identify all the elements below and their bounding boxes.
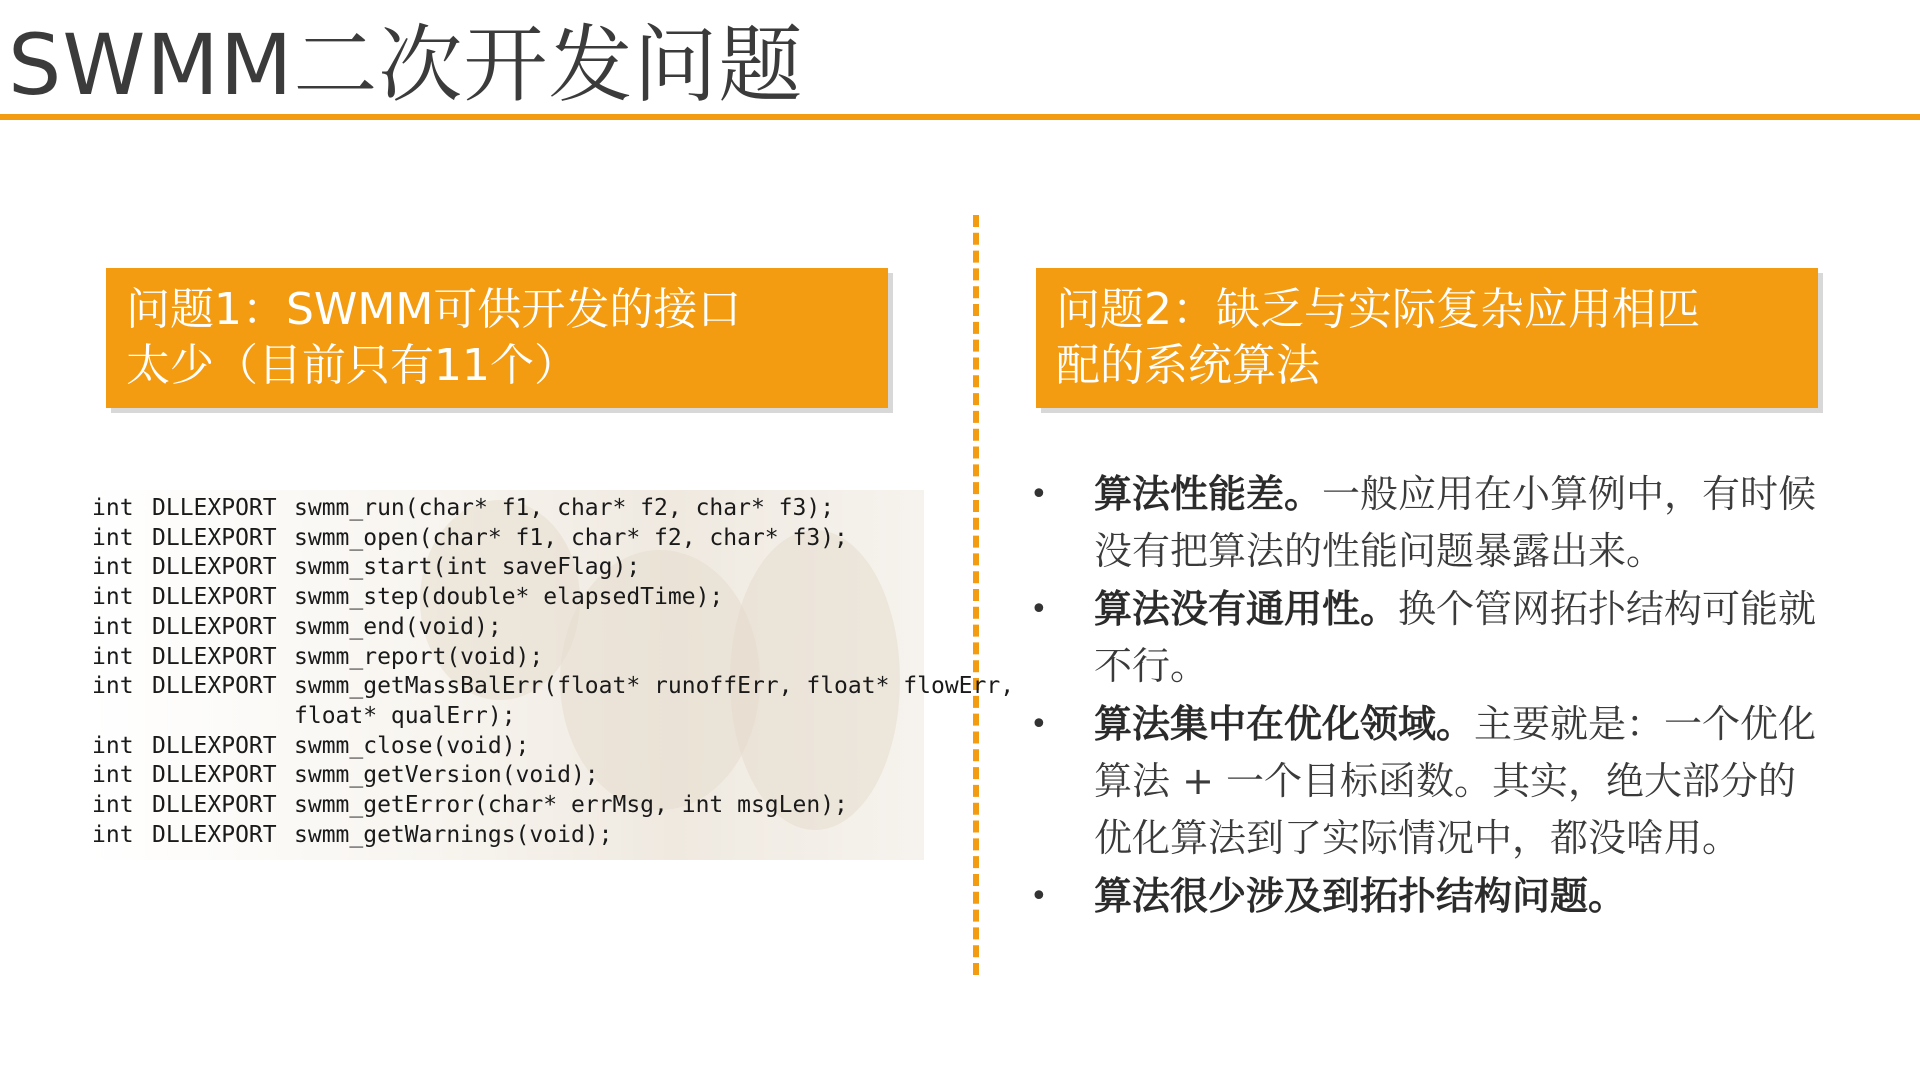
code-type: int xyxy=(92,673,134,700)
code-macro: DLLEXPORT xyxy=(152,762,277,789)
code-macro: DLLEXPORT xyxy=(152,821,277,848)
bullet-rest-text: 主要就是：一个优化算法 + 一个目标函数。其实，绝大部分的优化算法到了实际情况中，都没啥用。 xyxy=(1094,702,1817,860)
bullet-strong-text: 算法性能差。 xyxy=(1094,472,1323,516)
code-line xyxy=(92,494,1014,524)
issue2-header xyxy=(1036,268,1818,408)
issue1-line2: 太少（目前只有11个） xyxy=(126,340,578,391)
issue1-header xyxy=(106,268,888,408)
code-signature: swmm_getVersion(void); xyxy=(294,762,599,789)
api-code-panel xyxy=(90,490,1015,860)
code-line xyxy=(92,702,1014,732)
code-type xyxy=(92,702,152,732)
code-type: int xyxy=(92,732,134,759)
code-macro: DLLEXPORT xyxy=(152,792,277,819)
code-line xyxy=(92,821,1014,851)
bullet-item xyxy=(1030,696,1830,867)
code-signature: swmm_getWarnings(void); xyxy=(294,821,613,848)
code-macro: DLLEXPORT xyxy=(152,613,277,640)
code-line xyxy=(92,524,1014,554)
code-signature: swmm_open(char* f1, char* f2, char* f3); xyxy=(294,524,848,551)
code-line xyxy=(92,613,1014,643)
code-macro: DLLEXPORT xyxy=(152,495,277,521)
issue2-line2: 配的系统算法 xyxy=(1056,340,1320,391)
code-signature: swmm_report(void); xyxy=(294,643,544,670)
code-macro: DLLEXPORT xyxy=(152,673,277,700)
issue1-label: 问题1：SWMM可供开发的接口 xyxy=(126,284,742,335)
code-signature: swmm_step(double* elapsedTime); xyxy=(294,584,724,611)
code-type: int xyxy=(92,613,134,640)
code-line xyxy=(92,643,1014,673)
page-title: SWMM二次开发问题 xyxy=(8,16,804,114)
code-signature: swmm_close(void); xyxy=(294,732,530,759)
bullet-strong-text: 算法没有通用性。 xyxy=(1094,587,1399,631)
code-line xyxy=(92,732,1014,762)
code-macro: DLLEXPORT xyxy=(152,524,277,551)
code-signature: swmm_start(int saveFlag); xyxy=(294,554,641,581)
issue2-bullet-list xyxy=(1030,466,1830,926)
code-type: int xyxy=(92,554,134,581)
code-type: int xyxy=(92,495,134,521)
code-listing xyxy=(92,494,1014,850)
code-line xyxy=(92,553,1014,583)
code-signature: swmm_end(void); xyxy=(294,613,502,640)
code-macro: DLLEXPORT xyxy=(152,554,277,581)
code-signature: swmm_getError(char* errMsg, int msgLen); xyxy=(294,792,848,819)
code-type: int xyxy=(92,584,134,611)
title-underline xyxy=(0,114,1920,120)
code-type: int xyxy=(92,821,134,848)
code-line xyxy=(92,672,1014,702)
bullet-strong-text: 算法集中在优化领域。 xyxy=(1094,702,1475,746)
bullet-dot-icon: • xyxy=(1030,592,1048,627)
code-macro xyxy=(152,702,294,732)
code-line xyxy=(92,791,1014,821)
bullet-dot-icon: • xyxy=(1030,707,1048,742)
code-type: int xyxy=(92,792,134,819)
bullet-rest-text: 换个管网拓扑结构可能就不行。 xyxy=(1094,587,1817,688)
code-macro: DLLEXPORT xyxy=(152,643,277,670)
code-signature: float* qualErr); xyxy=(294,702,516,729)
code-macro: DLLEXPORT xyxy=(152,732,277,759)
bullet-strong-text: 算法很少涉及到拓扑结构问题。 xyxy=(1094,874,1627,918)
bullet-item xyxy=(1030,466,1830,580)
code-line xyxy=(92,583,1014,613)
issue2-label: 问题2：缺乏与实际复杂应用相匹 xyxy=(1056,284,1700,335)
bullet-dot-icon: • xyxy=(1030,879,1048,914)
code-type: int xyxy=(92,643,134,670)
code-type: int xyxy=(92,762,134,789)
code-type: int xyxy=(92,524,134,551)
code-signature: swmm_getMassBalErr(float* runoffErr, float* flowErr, xyxy=(294,673,1015,700)
code-signature: swmm_run(char* f1, char* f2, char* f3); xyxy=(294,495,835,521)
bullet-dot-icon: • xyxy=(1030,477,1048,512)
code-macro: DLLEXPORT xyxy=(152,584,277,611)
bullet-item xyxy=(1030,868,1830,925)
code-line xyxy=(92,761,1014,791)
bullet-item xyxy=(1030,581,1830,695)
bullet-rest-text: 一般应用在小算例中，有时候没有把算法的性能问题暴露出来。 xyxy=(1094,472,1817,573)
